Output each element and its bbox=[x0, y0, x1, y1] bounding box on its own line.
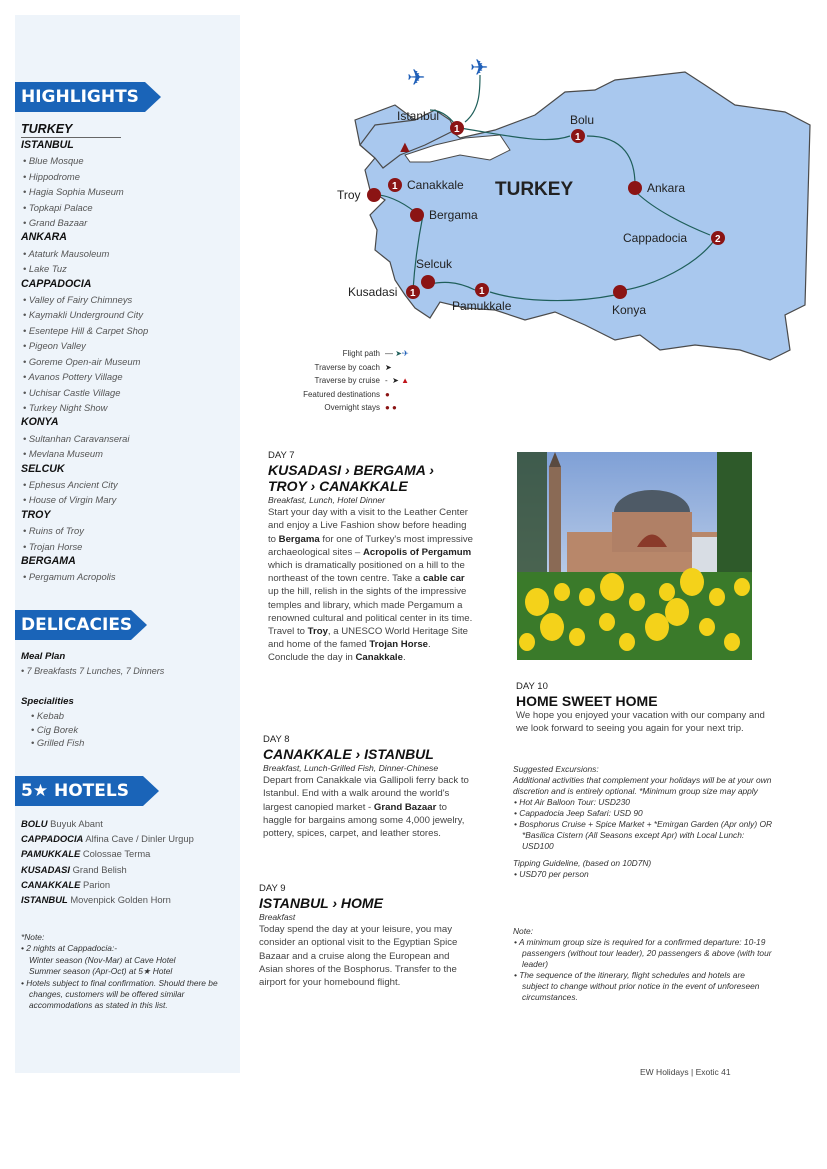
suggested-excursions bbox=[513, 764, 773, 880]
tipping-value: • USD70 per person bbox=[513, 869, 773, 880]
city-label: Kusadasi bbox=[348, 285, 398, 299]
legend-entry: Traverse by cruise bbox=[314, 376, 380, 385]
day-label: DAY 9 bbox=[259, 883, 286, 894]
tulip-flower bbox=[600, 573, 624, 601]
day-text: Depart from Canakkale via Gallipoli ferry back to Istanbul. End with a walk around the world's largest canopied market - Grand Bazaar to haggle for bargains among some 4,000 jewelry, pottery, spices, carpet, and leather stores. bbox=[263, 775, 469, 840]
highlight-term: Acropolis of Pergamum bbox=[362, 546, 472, 558]
tulip-flower bbox=[645, 613, 669, 641]
highlight-term: Bergama bbox=[278, 533, 320, 545]
hotel-city: BOLU bbox=[21, 818, 48, 829]
plane-icon: ✈ bbox=[470, 55, 489, 80]
highlight-item: • Mevlana Museum bbox=[21, 446, 148, 461]
highlight-term: cable car bbox=[423, 573, 465, 585]
city-label: Bergama bbox=[429, 208, 478, 222]
highlight-item: • Sultanhan Caravanserai bbox=[21, 431, 148, 446]
ship-icon: ▲ bbox=[397, 139, 413, 156]
highlight-item: • Goreme Open-air Museum bbox=[21, 354, 148, 369]
hotel-name: Parion bbox=[82, 878, 111, 890]
city-label: Pamukkale bbox=[452, 299, 512, 313]
tulip-flower bbox=[540, 613, 564, 641]
highlights-title: HIGHLIGHTS bbox=[21, 87, 139, 107]
legend-stay-icon: ● ● bbox=[385, 403, 397, 412]
excursion-item: • Bosphorus Cruise + Spice Market + *Emirgan Garden (Apr only) OR *Basilica Cistern (All Seasons except Apr) with Local Lunch: USD100 bbox=[513, 819, 773, 852]
note-sub: Summer season (Apr-Oct) at 5★ Hotel bbox=[29, 966, 173, 977]
map-legend bbox=[270, 347, 380, 415]
hotel-row bbox=[21, 831, 194, 846]
overnight-count: 1 bbox=[410, 288, 416, 299]
day-meals: Breakfast bbox=[259, 912, 296, 923]
highlight-term: Trojan Horse bbox=[369, 639, 428, 651]
excursion-item: • Hot Air Balloon Tour: USD230 bbox=[513, 797, 773, 808]
tulip-flower bbox=[665, 598, 689, 626]
day-title: TROY › CANAKKALE bbox=[268, 478, 408, 495]
note-sub: Winter season (Nov-Mar) at Cave Hotel bbox=[29, 954, 176, 965]
city-marker bbox=[367, 188, 381, 202]
city-heading: CAPPADOCIA bbox=[21, 277, 92, 290]
speciality-item: • Kebab bbox=[29, 709, 164, 723]
day-meals: Breakfast, Lunch, Hotel Dinner bbox=[268, 495, 386, 506]
city-label: Selcuk bbox=[416, 257, 453, 271]
legend-entry: Overnight stays bbox=[324, 403, 380, 412]
city-label: Istanbul bbox=[397, 109, 440, 123]
note-item: • A minimum group size is required for a confirmed departure: 10-19 passengers (without tour leader), 20 passengers & above (with tour leader) bbox=[513, 937, 773, 970]
overnight-count: 1 bbox=[479, 286, 485, 297]
hotel-city: CAPPADOCIA bbox=[21, 833, 84, 845]
delicacies-content bbox=[21, 649, 164, 750]
city-marker bbox=[628, 181, 642, 195]
excursions-list bbox=[513, 797, 773, 852]
hotel-name: Grand Belish bbox=[72, 863, 127, 875]
meal-plan-label: Meal Plan bbox=[21, 651, 66, 662]
page-footer: EW Holidays | Exotic 41 bbox=[640, 1067, 731, 1077]
hotel-city: ISTANBUL bbox=[21, 894, 68, 906]
highlight-item: • House of Virgin Mary bbox=[21, 492, 148, 507]
hotel-name: Colossae Terma bbox=[82, 848, 151, 860]
city-heading: KONYA bbox=[21, 416, 59, 429]
hotel-name: Buyuk Abant bbox=[50, 818, 103, 829]
day-8 bbox=[263, 733, 473, 840]
highlight-item: • Topkapi Palace bbox=[21, 200, 148, 215]
highlight-item: • Esentepe Hill & Carpet Shop bbox=[21, 323, 148, 338]
flight-out bbox=[465, 75, 480, 122]
day-label: DAY 7 bbox=[268, 450, 295, 461]
highlight-term: Troy bbox=[307, 626, 328, 638]
tulip-flower bbox=[619, 633, 635, 651]
overnight-count: 1 bbox=[575, 132, 581, 143]
legend-entry: Traverse by coach bbox=[314, 362, 380, 372]
day-title: ISTANBUL › HOME bbox=[259, 895, 383, 912]
highlight-item: • Hagia Sophia Museum bbox=[21, 184, 148, 199]
day-text: We hope you enjoyed your vacation with our company and we look forward to seeing you again for your next trip. bbox=[516, 710, 765, 735]
day-title: CANAKKALE › ISTANBUL bbox=[263, 746, 434, 763]
day-10 bbox=[516, 680, 766, 736]
highlight-item: • Ataturk Mausoleum bbox=[21, 246, 148, 261]
hotel-row bbox=[21, 816, 194, 831]
day-label: DAY 8 bbox=[263, 734, 290, 745]
day-title: HOME SWEET HOME bbox=[516, 693, 658, 710]
note-label: Note: bbox=[513, 926, 534, 936]
specialities-label: Specialities bbox=[21, 695, 74, 707]
highlight-item: • Lake Tuz bbox=[21, 261, 148, 276]
highlight-item: • Valley of Fairy Chimneys bbox=[21, 292, 148, 307]
legend-marks: — ➤✈ ➤ - ➤ ▲ ● ● ● bbox=[385, 349, 409, 412]
tulip-flower bbox=[569, 628, 585, 646]
highlight-item: • Uchisar Castle Village bbox=[21, 385, 148, 400]
overnight-count: 1 bbox=[454, 124, 460, 135]
city-label: Ankara bbox=[647, 181, 686, 195]
city-label: Troy bbox=[337, 188, 361, 202]
tulip-flower bbox=[554, 583, 570, 601]
highlight-term: Grand Bazaar bbox=[373, 801, 437, 813]
city-heading: BERGAMA bbox=[21, 554, 76, 567]
legend-dot-icon: ● bbox=[385, 389, 390, 399]
city-marker bbox=[421, 275, 435, 289]
city-heading: ISTANBUL bbox=[21, 139, 74, 151]
speciality-item: • Grilled Fish bbox=[29, 736, 164, 750]
highlight-item: • Ruins of Troy bbox=[21, 523, 148, 538]
hotel-row bbox=[21, 892, 194, 907]
note-item: • Hotels subject to final confirmation. Should there be changes, customers will be offered similar accommodations as stated in this list. bbox=[21, 978, 236, 1012]
tulip-flower bbox=[519, 633, 535, 651]
hotel-name: Movenpick Golden Horn bbox=[70, 894, 171, 906]
highlight-item: • Trojan Horse bbox=[21, 539, 148, 554]
highlights-list bbox=[21, 122, 148, 585]
city-label: Konya bbox=[612, 303, 647, 317]
legend-plane-icon: ✈ bbox=[401, 349, 409, 358]
highlight-item: • Turkey Night Show bbox=[21, 400, 148, 415]
highlight-item: • Blue Mosque bbox=[21, 153, 148, 168]
city-label: Canakkale bbox=[407, 178, 464, 192]
tulip-flower bbox=[599, 613, 615, 631]
excursions-intro: Additional activities that complement your holidays will be at your own discretion and is entirely optional. *Minimum group size may apply bbox=[513, 775, 772, 796]
speciality-item: • Cig Borek bbox=[29, 723, 164, 737]
city-marker bbox=[410, 208, 424, 222]
hotels-title: 5★ HOTELS bbox=[21, 781, 129, 801]
day-label: DAY 10 bbox=[516, 681, 548, 692]
day-7 bbox=[268, 449, 473, 665]
day-9 bbox=[259, 882, 474, 989]
specialities-list bbox=[21, 709, 164, 750]
tulip-flower bbox=[629, 593, 645, 611]
highlight-term: Canakkale bbox=[355, 652, 403, 664]
tulip-flower bbox=[680, 568, 704, 596]
highlight-item: • Hippodrome bbox=[21, 169, 148, 184]
hotel-city: PAMUKKALE bbox=[21, 848, 81, 860]
excursion-item: • Cappadocia Jeep Safari: USD 90 bbox=[513, 808, 773, 819]
legend-coach-icon: ➤ bbox=[385, 362, 392, 372]
tulip-flower bbox=[699, 618, 715, 636]
day-text: Start your day with a visit to the Leather Center and enjoy a Live Fashion show before heading to Bergama for one of Turkey's most impressive archaeological sites – Acropolis of Pergamum which is dramatically positioned on a hill to the northeast of the town centre. Take a cable car up the hill, relish in the sights of the impressive temples and library, which made Pergamum a renowned cultural and political center in its time. Travel to Troy, a UNESCO World Heritage Site and home of the famed Trojan Horse. Conclude the day in Canakkale. bbox=[268, 507, 473, 664]
tulip-flower bbox=[734, 578, 750, 596]
city-label: Bolu bbox=[570, 113, 595, 127]
highlight-item: • Pigeon Valley bbox=[21, 338, 148, 353]
tulip-flower bbox=[724, 633, 740, 651]
highlight-item: • Kaymakli Underground City bbox=[21, 307, 148, 322]
tipping-label: Tipping Guideline, (based on 10D7N) bbox=[513, 858, 652, 868]
legend-ship-icon: ▲ bbox=[401, 376, 409, 385]
legend-entry: Featured destinations bbox=[303, 389, 380, 399]
city-label: Cappadocia bbox=[623, 231, 688, 245]
highlight-item: • Grand Bazaar bbox=[21, 215, 148, 230]
meal-plan-text: • 7 Breakfasts 7 Lunches, 7 Dinners bbox=[21, 664, 164, 679]
highlights-banner bbox=[15, 82, 145, 112]
hotels-banner bbox=[15, 776, 143, 806]
tulip-flower bbox=[579, 588, 595, 606]
overnight-count: 2 bbox=[715, 234, 721, 245]
hotel-row bbox=[21, 846, 194, 861]
city-heading: TROY bbox=[21, 508, 51, 521]
hagia-sophia-photo bbox=[517, 452, 752, 660]
day-text: Today spend the day at your leisure, you may consider an optional visit to the Egyptian Spice Bazaar and a cruise along the European and Asian shores of the Bosphorus. Transfer to the airport for your homebound flight. bbox=[259, 924, 458, 989]
hotel-note bbox=[21, 932, 236, 1012]
highlight-item: • Ephesus Ancient City bbox=[21, 477, 148, 492]
delicacies-title: DELICACIES bbox=[21, 615, 133, 635]
city-marker bbox=[613, 285, 627, 299]
day-title: KUSADASI › BERGAMA › bbox=[268, 462, 434, 479]
plane-icons bbox=[407, 55, 488, 90]
day-meals: Breakfast, Lunch-Grilled Fish, Dinner-Chinese bbox=[263, 763, 439, 774]
highlight-item: • Pergamum Acropolis bbox=[21, 569, 148, 584]
hotel-city: CANAKKALE bbox=[21, 878, 81, 890]
delicacies-banner bbox=[15, 610, 131, 640]
tulip-flower bbox=[525, 588, 549, 616]
tulip-flower bbox=[709, 588, 725, 606]
legend-entry: Flight path bbox=[342, 349, 380, 358]
hotel-row bbox=[21, 877, 194, 892]
hotel-row bbox=[21, 862, 194, 877]
plane-icon: ✈ bbox=[407, 65, 426, 90]
itinerary-note bbox=[513, 926, 773, 1003]
hotel-name: Alfina Cave / Dinler Urgup bbox=[85, 833, 194, 845]
highlight-item: • Avanos Pottery Village bbox=[21, 369, 148, 384]
country-heading: TURKEY bbox=[21, 122, 121, 138]
excursions-label: Suggested Excursions: bbox=[513, 764, 599, 774]
city-heading: SELCUK bbox=[21, 462, 65, 475]
city-heading: ANKARA bbox=[21, 231, 67, 244]
note-item: • The sequence of the itinerary, flight schedules and hotels are subject to change without prior notice in the event of unforeseen circumstances. bbox=[513, 970, 773, 1003]
hotels-list bbox=[21, 816, 194, 907]
map-country-label: TURKEY bbox=[495, 179, 574, 200]
tulip-flower bbox=[659, 583, 675, 601]
hotel-city: KUSADASI bbox=[21, 863, 70, 875]
note-item: • 2 nights at Cappadocia:- bbox=[21, 943, 236, 954]
note-label: *Note: bbox=[21, 932, 45, 942]
sidebar bbox=[15, 15, 240, 1073]
overnight-count: 1 bbox=[392, 181, 398, 192]
